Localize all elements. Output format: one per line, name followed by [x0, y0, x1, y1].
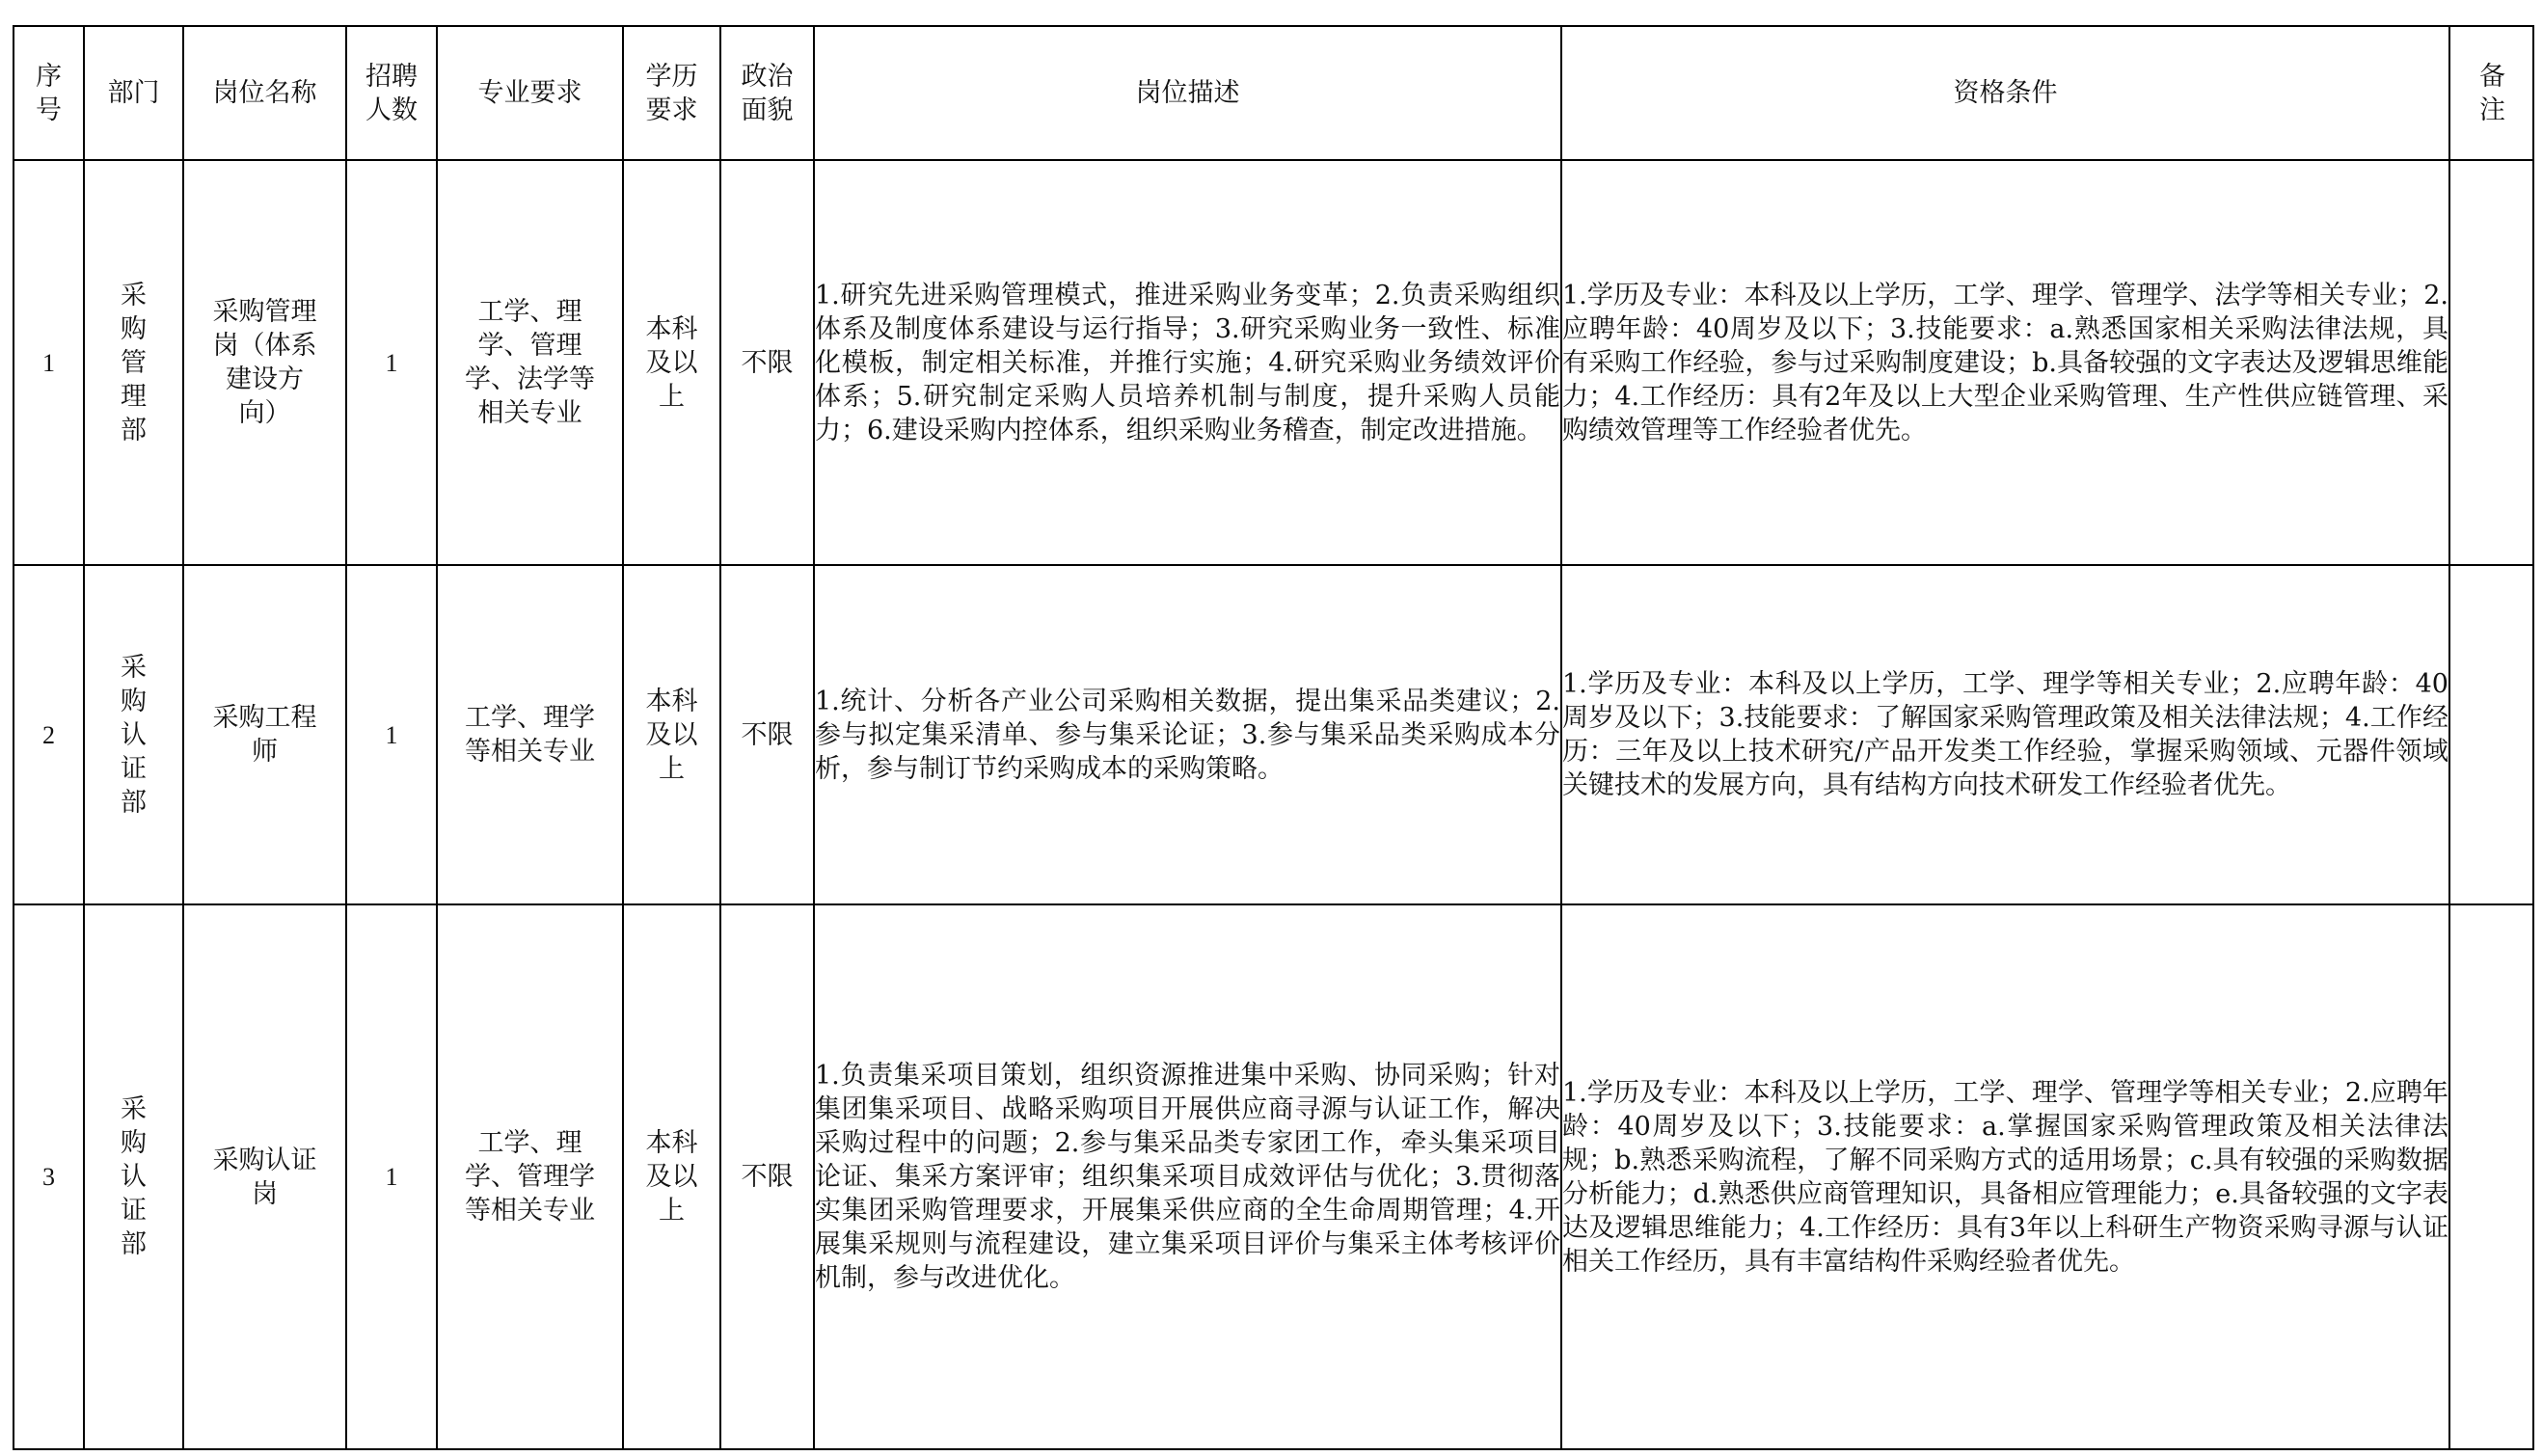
header-dept: 部门 [84, 26, 183, 160]
qualifications-text: 1.学历及专业：本科及以上学历，工学、理学、管理学、法学等相关专业；2.应聘年龄：40周岁及以下；3.技能要求：a.熟悉国家相关采购法律法规，具有采购工作经验，参与过采购制度建设；b.具备较强的文字表达及逻辑思维能力；4.工作经历：具有2年及以上大型企业采购管理、生产性供应链管理、采购绩效管理等工作经验者优先。 [1562, 280, 2448, 445]
cell-headcount: 1 [346, 160, 437, 565]
cell-political: 不限 [720, 565, 814, 904]
description-text: 1.统计、分析各产业公司采购相关数据，提出集采品类建议；2.参与拟定集采清单、参与集采论证；3.参与集采品类采购成本分析，参与制订节约采购成本的采购策略。 [815, 686, 1560, 784]
header-political: 政治面貌 [720, 26, 814, 160]
header-position: 岗位名称 [183, 26, 346, 160]
cell-qualifications [1561, 160, 2449, 565]
cell-dept: 采购管理部 [84, 160, 183, 565]
table-row [14, 565, 2533, 904]
header-row [14, 26, 2533, 160]
description-text: 1.负责集采项目策划，组织资源推进集中采购、协同采购；针对集团集采项目、战略采购项目开展供应商寻源与认证工作，解决采购过程中的问题；2.参与集采品类专家团工作，牵头集采项目论证、集采方案评审；组织集采项目成效评估与优化；3.贯彻落实集团采购管理要求，开展集采供应商的全生命周期管理；4.开展集采规则与流程建设，建立集采项目评价与集采主体考核评价机制，参与改进优化。 [815, 1061, 1560, 1293]
cell-major: 工学、理学、管理学、法学等相关专业 [437, 160, 623, 565]
cell-position: 采购认证岗 [183, 904, 346, 1449]
description-text: 1.研究先进采购管理模式，推进采购业务变革；2.负责采购组织体系及制度体系建设与运行指导；3.研究采购业务一致性、标准化模板，制定相关标准，并推行实施；4.研究采购业务绩效评价体系；5.研究制定采购人员培养机制与制度，提升采购人员能力；6.建设采购内控体系，组织采购业务稽查，制定改进措施。 [815, 280, 1560, 445]
cell-remarks [2449, 904, 2533, 1449]
cell-qualifications [1561, 904, 2449, 1449]
cell-education: 本科及以上 [623, 160, 720, 565]
header-headcount: 招聘人数 [346, 26, 437, 160]
qualifications-text: 1.学历及专业：本科及以上学历，工学、理学、管理学等相关专业；2.应聘年龄：40周岁及以下；3.技能要求：a.掌握国家采购管理政策及相关法律法规；b.熟悉采购流程，了解不同采购方式的适用场景；c.具有较强的采购数据分析能力；d.熟悉供应商管理知识，具备相应管理能力；e.具备较强的文字表达及逻辑思维能力；4.工作经历：具有3年以上科研生产物资采购寻源与认证相关工作经历，具有丰富结构件采购经验者优先。 [1562, 1077, 2448, 1277]
cell-qualifications [1561, 565, 2449, 904]
cell-seq: 2 [14, 565, 84, 904]
table-row [14, 160, 2533, 565]
cell-remarks [2449, 565, 2533, 904]
cell-position: 采购工程师 [183, 565, 346, 904]
header-seq: 序号 [14, 26, 84, 160]
table-row [14, 904, 2533, 1449]
cell-description [814, 160, 1561, 565]
cell-description [814, 904, 1561, 1449]
cell-seq: 1 [14, 160, 84, 565]
header-qualifications: 资格条件 [1561, 26, 2449, 160]
cell-major: 工学、理学等相关专业 [437, 565, 623, 904]
cell-political: 不限 [720, 904, 814, 1449]
cell-remarks [2449, 160, 2533, 565]
recruitment-table [13, 25, 2534, 1450]
cell-dept: 采购认证部 [84, 904, 183, 1449]
header-description: 岗位描述 [814, 26, 1561, 160]
qualifications-text: 1.学历及专业：本科及以上学历，工学、理学等相关专业；2.应聘年龄：40周岁及以下；3.技能要求：了解国家采购管理政策及相关法律法规；4.工作经历：三年及以上技术研究/产品开发类工作经验，掌握采购领域、元器件领域关键技术的发展方向，具有结构方向技术研发工作经验者优先。 [1562, 669, 2448, 800]
cell-headcount: 1 [346, 904, 437, 1449]
cell-major: 工学、理学、管理学等相关专业 [437, 904, 623, 1449]
cell-education: 本科及以上 [623, 565, 720, 904]
header-major: 专业要求 [437, 26, 623, 160]
cell-education: 本科及以上 [623, 904, 720, 1449]
cell-political: 不限 [720, 160, 814, 565]
cell-dept: 采购认证部 [84, 565, 183, 904]
cell-position: 采购管理岗（体系建设方向） [183, 160, 346, 565]
cell-seq: 3 [14, 904, 84, 1449]
header-remarks: 备注 [2449, 26, 2533, 160]
cell-headcount: 1 [346, 565, 437, 904]
header-education: 学历要求 [623, 26, 720, 160]
cell-description [814, 565, 1561, 904]
